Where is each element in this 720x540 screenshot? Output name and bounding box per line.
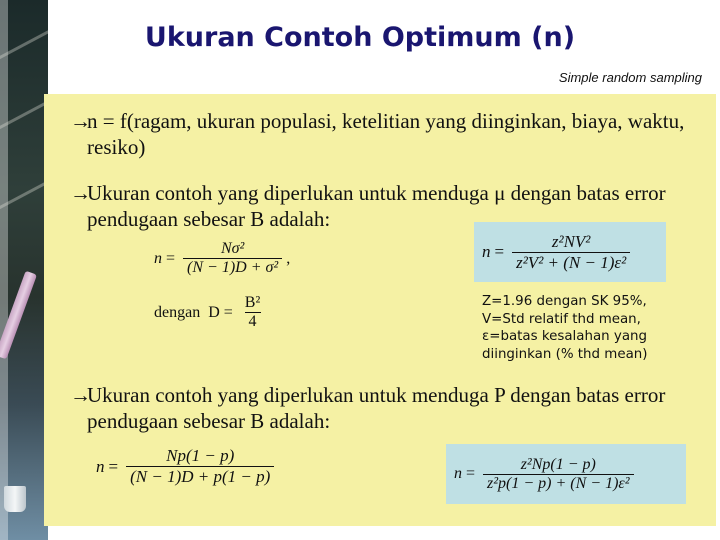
denominator: (N − 1)D + σ² xyxy=(183,258,282,277)
content-panel xyxy=(44,94,716,526)
equals-sign: = xyxy=(166,249,176,267)
arrow-right-icon: → xyxy=(70,109,91,133)
formula-prop-z xyxy=(446,444,686,504)
formula-lhs: D xyxy=(208,303,220,321)
photo-highlight xyxy=(0,0,8,540)
denominator: (N − 1)D + p(1 − p) xyxy=(126,466,274,487)
note-line: Z=1.96 dengan SK 95%, xyxy=(482,294,647,309)
fraction xyxy=(483,456,634,493)
equals-sign: = xyxy=(466,465,476,482)
formula-lhs: n xyxy=(96,456,105,476)
bullet-text: Ukuran contoh yang diperlukan untuk menduga μ dengan batas error pendugaan sebesar B adalah: xyxy=(87,181,666,231)
denominator: z²V² + (N − 1)ε² xyxy=(512,252,630,273)
denominator: z²p(1 − p) + (N − 1)ε² xyxy=(483,474,634,493)
formula-lhs: n xyxy=(454,465,462,482)
formula-mean-n xyxy=(154,240,290,277)
numerator: Np(1 − p) xyxy=(166,446,235,465)
numerator: z²Np(1 − p) xyxy=(520,455,596,473)
cup-icon xyxy=(4,486,26,512)
formula-mean-z xyxy=(474,222,666,282)
equals-sign: = xyxy=(494,242,505,261)
bullet-text: Ukuran contoh yang diperlukan untuk menduga P dengan batas error pendugaan sebesar B adalah: xyxy=(87,383,666,433)
bullet-item xyxy=(70,108,710,160)
equals-sign: = xyxy=(223,303,233,321)
fraction xyxy=(183,240,282,277)
arrow-right-icon: → xyxy=(70,383,91,407)
fraction xyxy=(512,232,630,273)
arrow-right-icon: → xyxy=(70,181,91,205)
formula-label: dengan xyxy=(154,303,201,321)
bullet-item xyxy=(70,382,710,434)
note-line: ε=batas kesalahan yang xyxy=(482,329,648,344)
equals-sign: = xyxy=(108,456,119,476)
formula-notes xyxy=(482,293,712,363)
fraction xyxy=(126,446,274,487)
note-line: diinginkan (% thd mean) xyxy=(482,346,648,362)
denominator: 4 xyxy=(245,312,261,331)
numerator: Nσ² xyxy=(220,240,245,257)
note-line: V=Std relatif thd mean, xyxy=(482,311,641,327)
formula-prop-n xyxy=(96,446,278,487)
slide-title: Ukuran Contoh Optimum (n) xyxy=(144,22,576,53)
fraction xyxy=(241,294,264,331)
bullet-text: n = f(ragam, ukuran populasi, ketelitian yang diinginkan, biaya, waktu, resiko) xyxy=(87,109,685,159)
formula-mean-d xyxy=(154,294,268,331)
numerator: B² xyxy=(244,294,261,311)
formula-lhs: n xyxy=(482,242,491,261)
slide-subtitle: Simple random sampling xyxy=(558,70,702,85)
chalkboard-photo-strip xyxy=(0,0,48,540)
formula-tail: , xyxy=(286,249,291,267)
numerator: z²NV² xyxy=(551,231,591,251)
formula-lhs: n xyxy=(154,249,162,267)
